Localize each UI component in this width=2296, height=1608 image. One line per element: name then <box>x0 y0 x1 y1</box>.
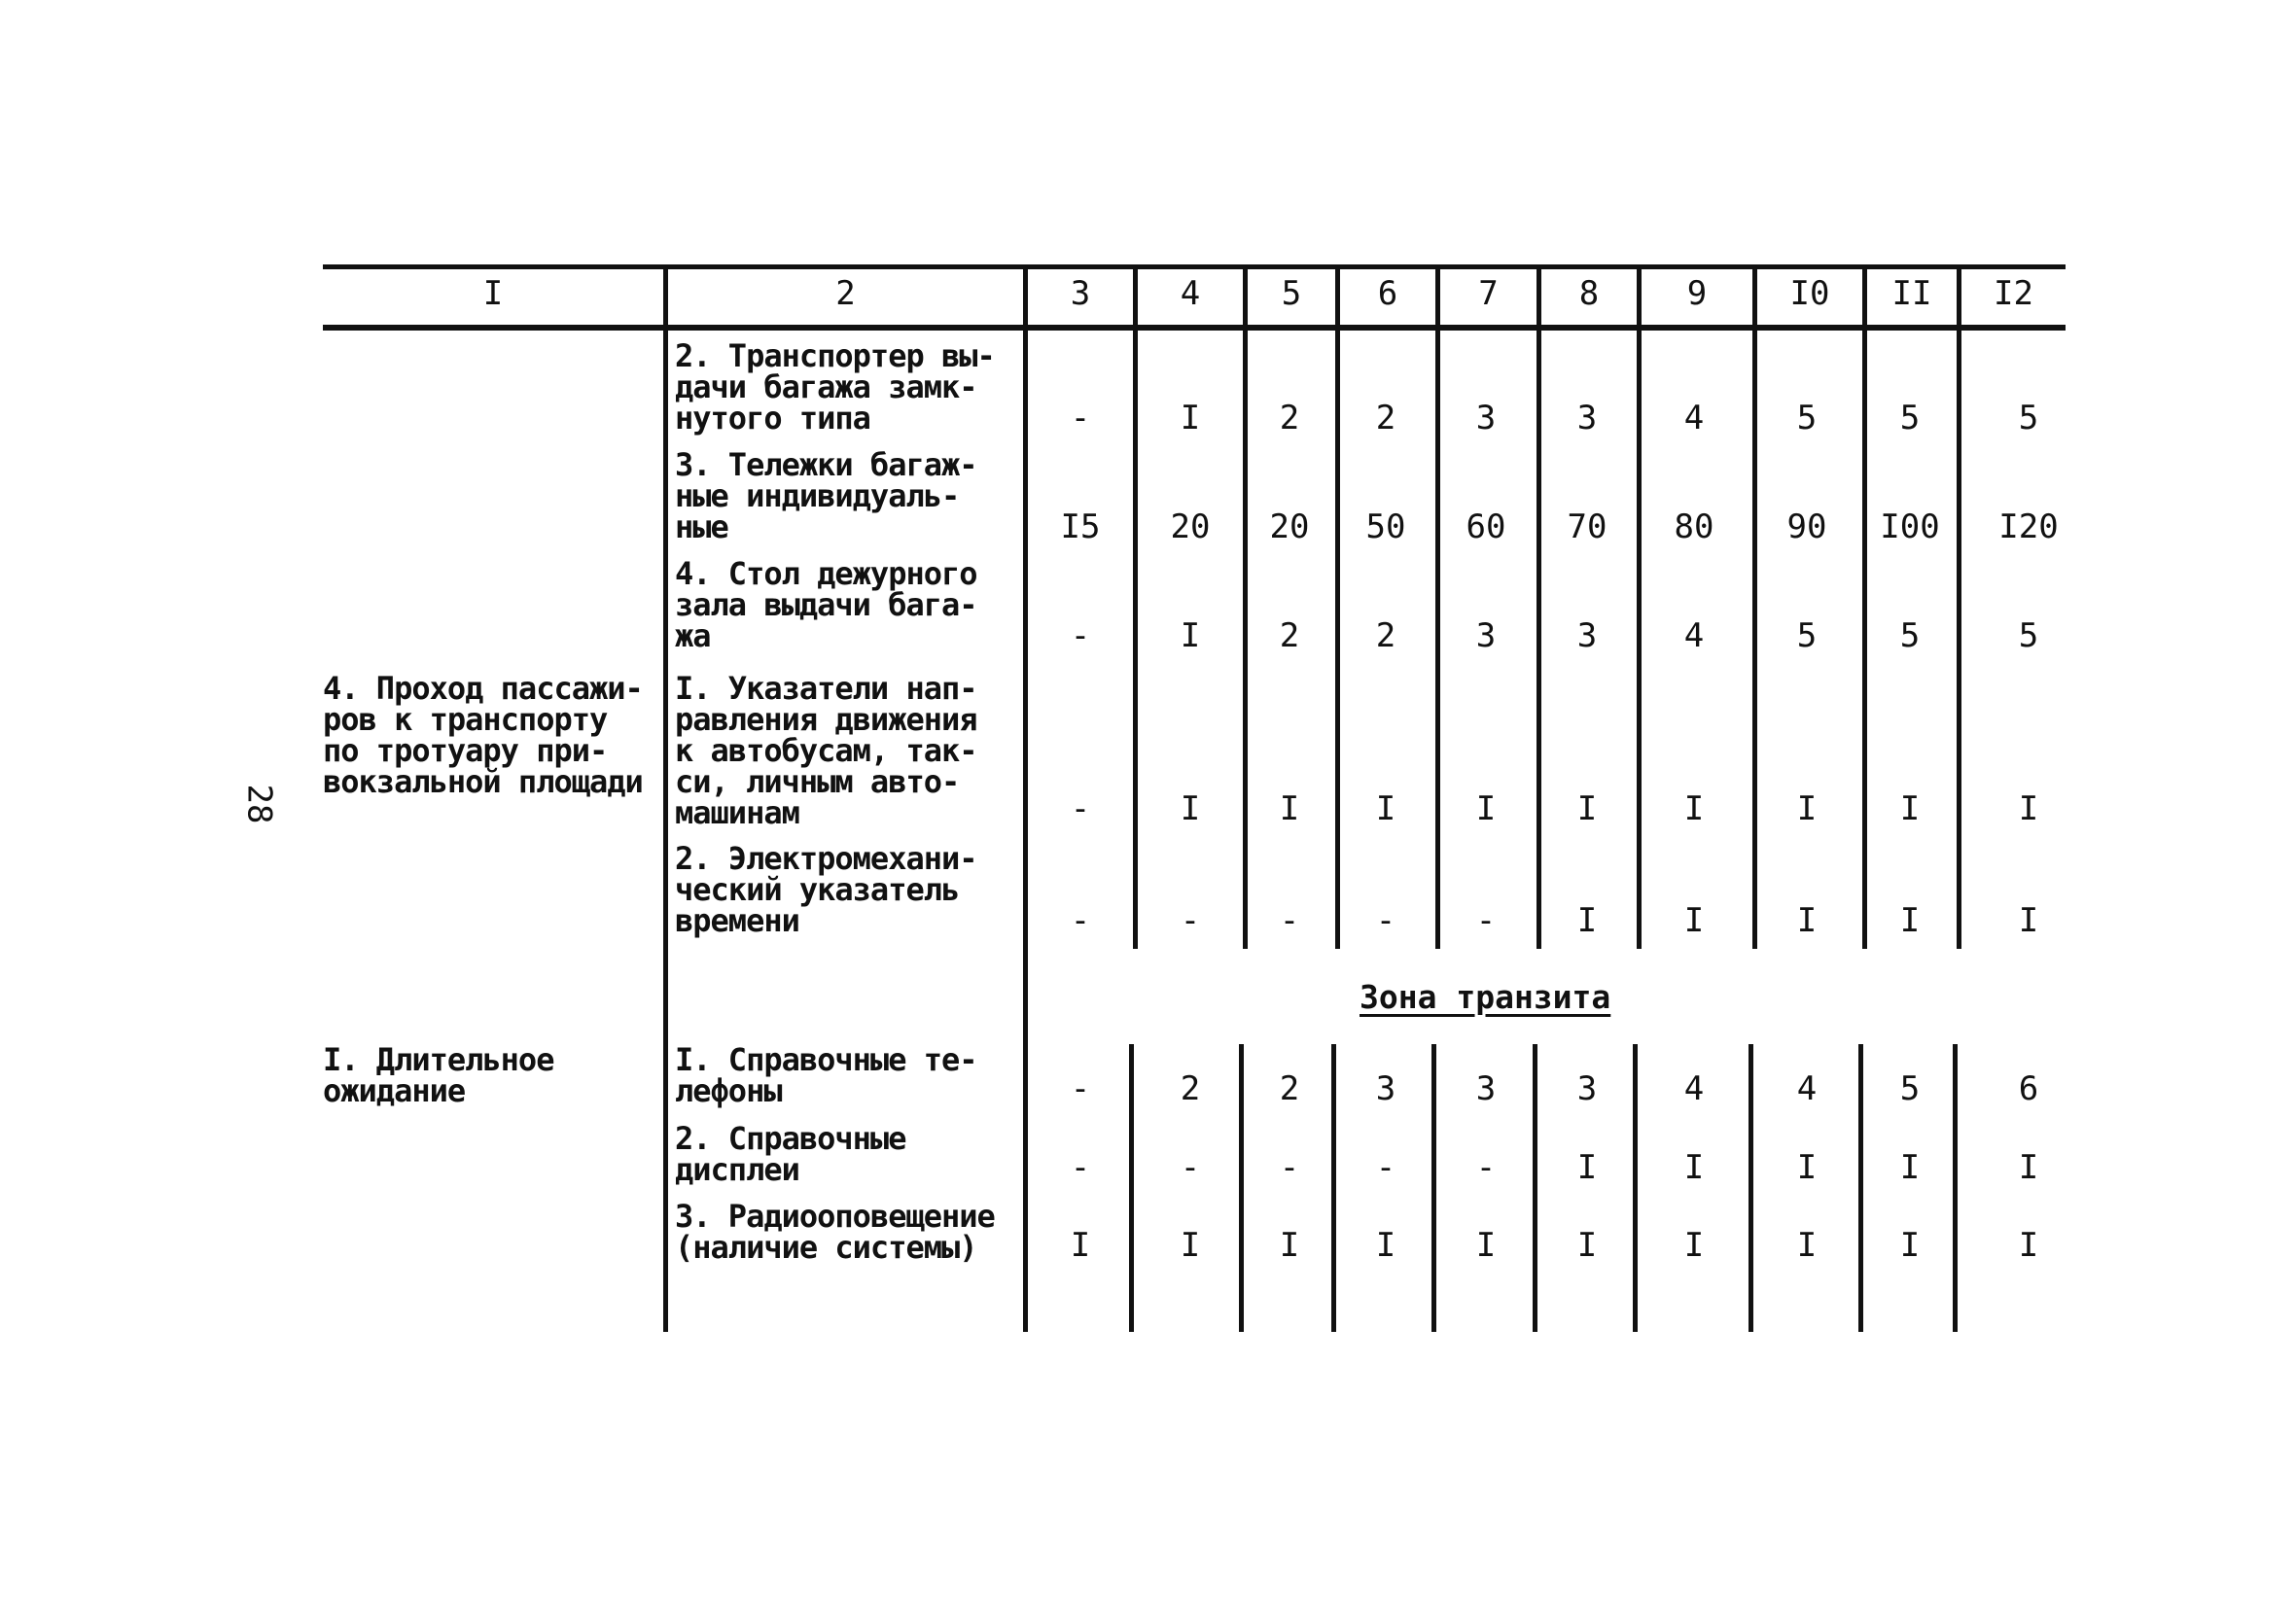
col-rule-4-lower <box>1129 1044 1134 1332</box>
value-cell: 60 <box>1466 507 1506 546</box>
value-cell: 2 <box>1279 1069 1300 1108</box>
value-cell: I <box>1899 901 1921 940</box>
value-cell: I <box>1899 789 1921 828</box>
value-cell: I <box>1070 1226 1091 1265</box>
value-cell: I <box>1796 789 1818 828</box>
value-cell: I <box>1180 399 1201 437</box>
value-cell: - <box>1375 1148 1396 1187</box>
value-cell: I <box>2018 789 2039 828</box>
value-cell: I <box>1899 1226 1921 1265</box>
value-cell: - <box>1279 1148 1300 1187</box>
value-cell: I <box>1683 1148 1705 1187</box>
value-cell: - <box>1070 399 1091 437</box>
value-cell: - <box>1475 1148 1497 1187</box>
value-cell: 5 <box>1899 1069 1921 1108</box>
col-rule-10-lower <box>1748 1044 1753 1332</box>
value-cell: I <box>1796 1226 1818 1265</box>
header-col-2: 2 <box>835 274 856 313</box>
value-cell: I <box>2018 1148 2039 1187</box>
value-cell: - <box>1475 901 1497 940</box>
value-cell: 2 <box>1279 616 1300 655</box>
value-cell: I <box>1576 789 1598 828</box>
value-cell: 5 <box>1796 616 1818 655</box>
value-cell: 2 <box>1375 616 1396 655</box>
col-rule-7 <box>1435 264 1440 949</box>
value-cell: 2 <box>1180 1069 1201 1108</box>
item-label: I. Справочные те- лефоны <box>675 1041 977 1109</box>
value-cell: 2 <box>1279 399 1300 437</box>
col-rule-6 <box>1335 264 1340 949</box>
header-col-11: II <box>1891 274 1932 313</box>
value-cell: I <box>1796 901 1818 940</box>
col-rule-5 <box>1243 264 1248 949</box>
col-rule-12 <box>1957 264 1961 949</box>
value-cell: I <box>1375 1226 1396 1265</box>
value-cell: 4 <box>1683 616 1705 655</box>
header-col-5: 5 <box>1281 274 1302 313</box>
value-cell: 90 <box>1786 507 1827 546</box>
col-rule-9 <box>1637 264 1642 949</box>
value-cell: 70 <box>1567 507 1607 546</box>
value-cell: - <box>1180 1148 1201 1187</box>
item-label: 2. Транспортер вы- дачи багажа замк- нутого типа <box>675 337 995 437</box>
item-label: 2. Справочные дисплеи <box>675 1120 906 1188</box>
value-cell: 80 <box>1674 507 1714 546</box>
value-cell: I <box>1180 616 1201 655</box>
value-cell: I <box>1279 1226 1300 1265</box>
value-cell: I <box>1576 901 1598 940</box>
value-cell: 3 <box>1576 399 1598 437</box>
value-cell: I <box>1683 901 1705 940</box>
item-label: 4. Стол дежурного зала выдачи бага- жа <box>675 555 977 654</box>
value-cell: I <box>1576 1226 1598 1265</box>
value-cell: I <box>1375 789 1396 828</box>
value-cell: I <box>1683 1226 1705 1265</box>
value-cell: 3 <box>1475 1069 1497 1108</box>
value-cell: 5 <box>1899 399 1921 437</box>
value-cell: 3 <box>1576 616 1598 655</box>
value-cell: - <box>1070 789 1091 828</box>
value-cell: - <box>1070 1069 1091 1108</box>
value-cell: I <box>1475 789 1497 828</box>
value-cell: 3 <box>1576 1069 1598 1108</box>
value-cell: 3 <box>1475 399 1497 437</box>
col-rule-8 <box>1537 264 1541 949</box>
header-col-10: I0 <box>1789 274 1830 313</box>
value-cell: 4 <box>1683 1069 1705 1108</box>
value-cell: - <box>1180 901 1201 940</box>
value-cell: - <box>1070 901 1091 940</box>
value-cell: - <box>1279 901 1300 940</box>
zone-label: Зона транзита <box>1360 978 1611 1016</box>
value-cell: 5 <box>2018 616 2039 655</box>
value-cell: 5 <box>2018 399 2039 437</box>
value-cell: I00 <box>1880 507 1940 546</box>
value-cell: 3 <box>1375 1069 1396 1108</box>
value-cell: 2 <box>1375 399 1396 437</box>
value-cell: I <box>1576 1148 1598 1187</box>
value-cell: I <box>1899 1148 1921 1187</box>
header-col-8: 8 <box>1578 274 1600 313</box>
value-cell: I <box>2018 1226 2039 1265</box>
value-cell: 5 <box>1796 399 1818 437</box>
col-rule-2 <box>663 264 668 1332</box>
header-col-12: I2 <box>1994 274 2033 313</box>
col-rule-4 <box>1133 264 1138 949</box>
value-cell: I <box>1683 789 1705 828</box>
item-label: 2. Электромехани- ческий указатель времени <box>675 840 977 939</box>
value-cell: 4 <box>1683 399 1705 437</box>
value-cell: I <box>2018 901 2039 940</box>
value-cell: - <box>1070 1148 1091 1187</box>
col-rule-10 <box>1752 264 1757 949</box>
value-cell: 50 <box>1365 507 1406 546</box>
page-number: 28 <box>239 784 279 824</box>
value-cell: I <box>1796 1148 1818 1187</box>
item-label: 3. Тележки багаж- ные индивидуаль- ные <box>675 446 977 545</box>
item-label: 3. Радиооповещение (наличие системы) <box>675 1198 995 1266</box>
value-cell: 6 <box>2018 1069 2039 1108</box>
value-cell: I20 <box>1998 507 2059 546</box>
table-header-rule <box>323 325 2066 331</box>
col-rule-3 <box>1023 264 1028 1332</box>
value-cell: - <box>1375 901 1396 940</box>
item-label: I. Указатели нап- равления движения к автобусам, так- си, личным авто- машинам <box>675 670 977 831</box>
value-cell: 4 <box>1796 1069 1818 1108</box>
header-col-7: 7 <box>1478 274 1499 313</box>
group-title: 4. Проход пассажи- ров к транспорту по тротуару при- вокзальной площади <box>323 670 643 800</box>
value-cell: I <box>1180 1226 1201 1265</box>
group-title: I. Длительное ожидание <box>323 1041 554 1109</box>
header-col-6: 6 <box>1377 274 1398 313</box>
header-col-3: 3 <box>1070 274 1091 313</box>
value-cell: 20 <box>1170 507 1211 546</box>
header-col-1: I <box>482 274 504 313</box>
value-cell: 3 <box>1475 616 1497 655</box>
value-cell: I <box>1180 789 1201 828</box>
header-col-4: 4 <box>1180 274 1201 313</box>
value-cell: I5 <box>1060 507 1101 546</box>
value-cell: 5 <box>1899 616 1921 655</box>
table-top-rule <box>323 264 2066 269</box>
value-cell: - <box>1070 616 1091 655</box>
value-cell: I <box>1279 789 1300 828</box>
header-col-9: 9 <box>1686 274 1708 313</box>
value-cell: I <box>1475 1226 1497 1265</box>
col-rule-11 <box>1862 264 1867 949</box>
value-cell: 20 <box>1269 507 1310 546</box>
